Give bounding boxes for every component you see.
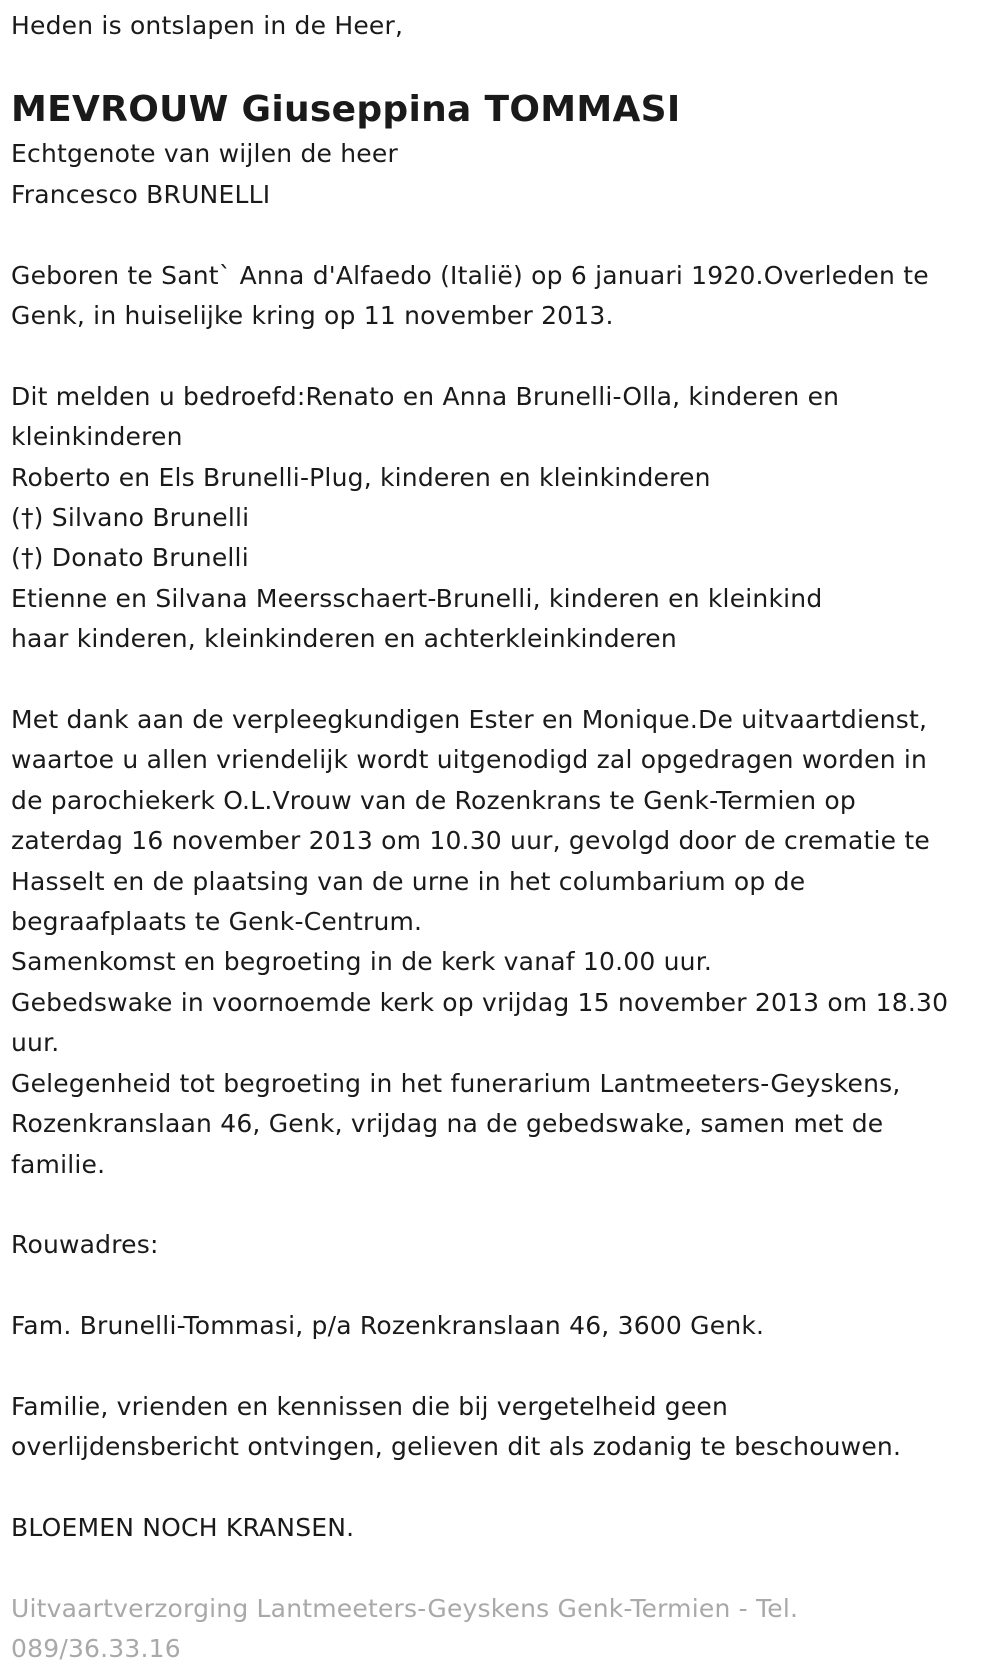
service-line: begraafplaats te Genk-Centrum. [11, 907, 423, 937]
service-line: Gelegenheid tot begroeting in het funerarium Lantmeeters-Geyskens, [11, 1068, 901, 1098]
birth-death-line: Genk, in huiselijke kring op 11 november 2013. [11, 301, 614, 331]
family-line: Dit melden u bedroefd:Renato en Anna Brunelli-Olla, kinderen en [11, 381, 840, 411]
family-line: kleinkinderen [11, 422, 183, 452]
service-line: uur. [11, 1028, 60, 1058]
intro-text: Heden is ontslapen in de Heer, [11, 11, 404, 40]
flowers-note: BLOEMEN NOCH KRANSEN. [11, 1513, 355, 1543]
service-line: Gebedswake in voornoemde kerk op vrijdag 15 november 2013 om 18.30 [11, 987, 949, 1017]
service-line: zaterdag 16 november 2013 om 10.30 uur, gevolgd door de crematie te [11, 826, 930, 856]
notice-line: Familie, vrienden en kennissen die bij vergetelheid geen [11, 1391, 729, 1421]
family-line: haar kinderen, kleinkinderen en achterkleinkinderen [11, 624, 677, 654]
service-line: Samenkomst en begroeting in de kerk vanaf 10.00 uur. [11, 947, 713, 977]
obituary-document [11, 0, 991, 1670]
notice-line: overlijdensbericht ontvingen, gelieven dit als zodanig te beschouwen. [11, 1432, 902, 1462]
family-line-deceased: (†) Donato Brunelli [11, 543, 249, 573]
address-label: Rouwadres: [11, 1230, 159, 1260]
footer-block [11, 1589, 991, 1670]
birth-death-block [11, 256, 991, 337]
service-line: familie. [11, 1149, 106, 1179]
service-line: Met dank aan de verpleegkundigen Ester en Monique.De uitvaartdienst, [11, 705, 928, 735]
spouse-block [11, 134, 991, 215]
service-line: Hasselt en de plaatsing van de urne in het columbarium op de [11, 866, 806, 896]
footer-line: 089/36.33.16 [11, 1634, 181, 1664]
family-line: Roberto en Els Brunelli-Plug, kinderen en kleinkinderen [11, 462, 711, 492]
service-block [11, 700, 991, 1185]
family-line: Etienne en Silvana Meersschaert-Brunelli, kinderen en kleinkind [11, 583, 823, 613]
notice-block [11, 1387, 991, 1468]
service-line: waartoe u allen vriendelijk wordt uitgenodigd zal opgedragen worden in [11, 745, 928, 775]
family-line-deceased: (†) Silvano Brunelli [11, 503, 250, 533]
spouse-line: Francesco BRUNELLI [11, 179, 271, 209]
service-line: de parochiekerk O.L.Vrouw van de Rozenkrans te Genk-Termien op [11, 785, 856, 815]
deceased-name: MEVROUW Giuseppina TOMMASI [11, 89, 681, 131]
address-text: Fam. Brunelli-Tommasi, p/a Rozenkranslaan 46, 3600 Genk. [11, 1311, 765, 1341]
service-line: Rozenkranslaan 46, Genk, vrijdag na de gebedswake, samen met de [11, 1109, 884, 1139]
family-block [11, 377, 991, 660]
spouse-line: Echtgenote van wijlen de heer [11, 139, 398, 169]
birth-death-line: Geboren te Sant` Anna d'Alfaedo (Italië) op 6 januari 1920.Overleden te [11, 260, 929, 290]
footer-line: Uitvaartverzorging Lantmeeters-Geyskens Genk-Termien - Tel. [11, 1593, 799, 1623]
